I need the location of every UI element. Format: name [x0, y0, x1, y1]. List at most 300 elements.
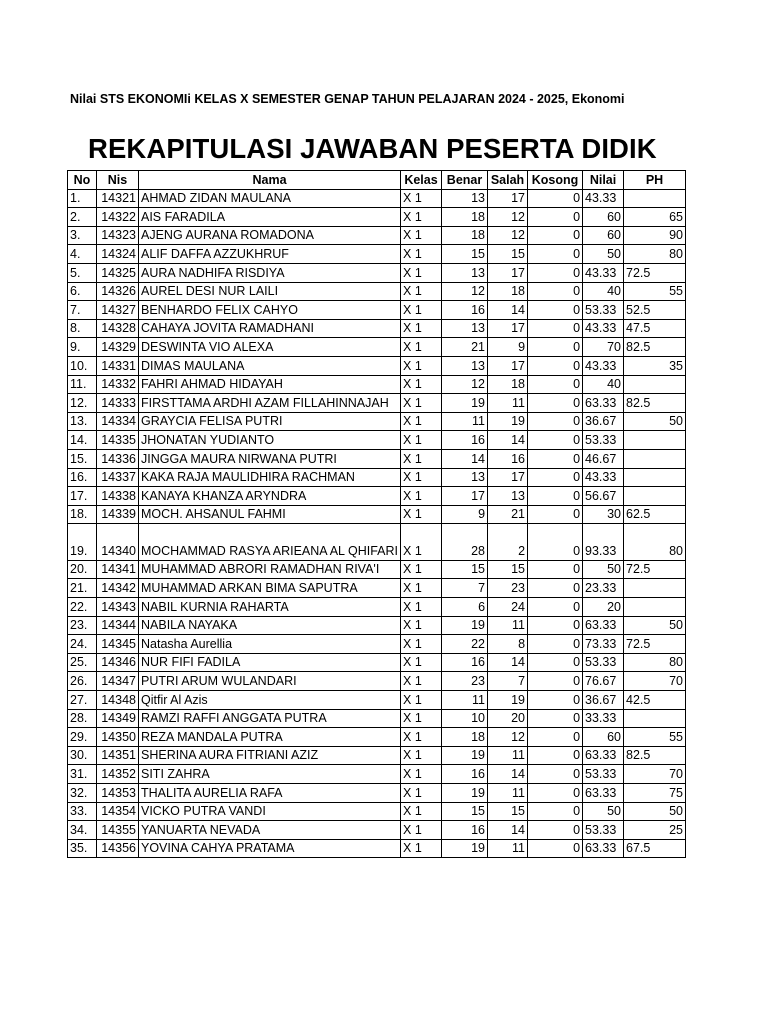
cell-nama: GRAYCIA FELISA PUTRI — [139, 412, 401, 431]
cell-salah: 12 — [488, 208, 528, 227]
cell-no: 32. — [68, 783, 97, 802]
cell-salah: 17 — [488, 356, 528, 375]
cell-nilai: 50 — [583, 245, 624, 264]
cell-nilai: 70 — [583, 338, 624, 357]
table-body — [68, 189, 686, 858]
cell-nama: MUHAMMAD ARKAN BIMA SAPUTRA — [139, 579, 401, 598]
cell-salah: 17 — [488, 319, 528, 338]
cell-no: 31. — [68, 765, 97, 784]
cell-salah: 17 — [488, 189, 528, 208]
cell-ph: 75 — [624, 783, 686, 802]
cell-no: 29. — [68, 728, 97, 747]
cell-kosong: 0 — [528, 783, 583, 802]
cell-salah: 19 — [488, 412, 528, 431]
cell-kelas: X 1 — [401, 616, 442, 635]
cell-benar: 22 — [442, 635, 488, 654]
cell-no: 13. — [68, 412, 97, 431]
table-row — [68, 226, 686, 245]
cell-kosong: 0 — [528, 431, 583, 450]
cell-benar: 19 — [442, 783, 488, 802]
table-row — [68, 690, 686, 709]
cell-salah: 21 — [488, 505, 528, 524]
cell-benar: 15 — [442, 802, 488, 821]
cell-nilai: 53.33 — [583, 821, 624, 840]
cell-no: 35. — [68, 839, 97, 858]
col-header-nis: Nis — [97, 171, 139, 190]
cell-no: 30. — [68, 746, 97, 765]
cell-kosong: 0 — [528, 839, 583, 858]
cell-nis: 14325 — [97, 263, 139, 282]
cell-salah: 24 — [488, 597, 528, 616]
cell-nama: THALITA AURELIA RAFA — [139, 783, 401, 802]
cell-kosong: 0 — [528, 356, 583, 375]
cell-nilai: 63.33 — [583, 616, 624, 635]
cell-benar: 9 — [442, 505, 488, 524]
cell-ph: 80 — [624, 653, 686, 672]
cell-kosong: 0 — [528, 468, 583, 487]
cell-kelas: X 1 — [401, 189, 442, 208]
cell-kosong: 0 — [528, 635, 583, 654]
cell-benar: 19 — [442, 616, 488, 635]
cell-kelas: X 1 — [401, 653, 442, 672]
cell-salah: 12 — [488, 728, 528, 747]
table-row — [68, 282, 686, 301]
cell-kosong: 0 — [528, 653, 583, 672]
cell-nama: AIS FARADILA — [139, 208, 401, 227]
cell-no: 17. — [68, 487, 97, 506]
cell-nis: 14340 — [97, 524, 139, 561]
cell-kosong: 0 — [528, 412, 583, 431]
cell-nis: 14353 — [97, 783, 139, 802]
cell-kosong: 0 — [528, 821, 583, 840]
table-row — [68, 245, 686, 264]
cell-salah: 11 — [488, 746, 528, 765]
col-header-kosong: Kosong — [528, 171, 583, 190]
cell-nis: 14333 — [97, 394, 139, 413]
cell-benar: 10 — [442, 709, 488, 728]
cell-nama: NABILA NAYAKA — [139, 616, 401, 635]
table-row — [68, 468, 686, 487]
cell-nis: 14339 — [97, 505, 139, 524]
cell-nama: AUREL DESI NUR LAILI — [139, 282, 401, 301]
cell-nilai: 63.33 — [583, 746, 624, 765]
cell-nama: DIMAS MAULANA — [139, 356, 401, 375]
cell-benar: 18 — [442, 208, 488, 227]
cell-nilai: 73.33 — [583, 635, 624, 654]
cell-kelas: X 1 — [401, 821, 442, 840]
cell-nama: MOCHAMMAD RASYA ARIEANA AL QHIFARI — [139, 524, 401, 561]
cell-kosong: 0 — [528, 208, 583, 227]
cell-nis: 14354 — [97, 802, 139, 821]
table-row — [68, 375, 686, 394]
cell-nilai: 60 — [583, 728, 624, 747]
cell-kosong: 0 — [528, 245, 583, 264]
table-row — [68, 802, 686, 821]
cell-nilai: 60 — [583, 208, 624, 227]
cell-nilai: 53.33 — [583, 431, 624, 450]
cell-no: 28. — [68, 709, 97, 728]
cell-nilai: 50 — [583, 560, 624, 579]
table-row — [68, 783, 686, 802]
cell-nama: NUR FIFI FADILA — [139, 653, 401, 672]
cell-ph: 72.5 — [624, 560, 686, 579]
table-row — [68, 765, 686, 784]
cell-kelas: X 1 — [401, 487, 442, 506]
cell-no: 9. — [68, 338, 97, 357]
cell-no: 8. — [68, 319, 97, 338]
cell-no: 12. — [68, 394, 97, 413]
cell-kelas: X 1 — [401, 319, 442, 338]
cell-salah: 13 — [488, 487, 528, 506]
table-row — [68, 728, 686, 747]
cell-nilai: 60 — [583, 226, 624, 245]
cell-nilai: 63.33 — [583, 783, 624, 802]
col-header-kelas: Kelas — [401, 171, 442, 190]
cell-no: 26. — [68, 672, 97, 691]
table-row — [68, 208, 686, 227]
cell-kosong: 0 — [528, 802, 583, 821]
cell-benar: 16 — [442, 765, 488, 784]
cell-salah: 2 — [488, 524, 528, 561]
cell-no: 7. — [68, 301, 97, 320]
cell-salah: 15 — [488, 802, 528, 821]
cell-nis: 14351 — [97, 746, 139, 765]
cell-nama: MUHAMMAD ABRORI RAMADHAN RIVA'I — [139, 560, 401, 579]
cell-nis: 14342 — [97, 579, 139, 598]
cell-kosong: 0 — [528, 616, 583, 635]
cell-ph: 50 — [624, 616, 686, 635]
cell-nis: 14328 — [97, 319, 139, 338]
cell-kelas: X 1 — [401, 412, 442, 431]
cell-no: 27. — [68, 690, 97, 709]
cell-ph: 55 — [624, 728, 686, 747]
cell-benar: 7 — [442, 579, 488, 598]
cell-kelas: X 1 — [401, 356, 442, 375]
cell-kelas: X 1 — [401, 746, 442, 765]
cell-kelas: X 1 — [401, 505, 442, 524]
cell-benar: 6 — [442, 597, 488, 616]
cell-nama: YOVINA CAHYA PRATAMA — [139, 839, 401, 858]
cell-salah: 11 — [488, 839, 528, 858]
cell-nama: Natasha Aurellia — [139, 635, 401, 654]
cell-ph: 35 — [624, 356, 686, 375]
cell-ph — [624, 487, 686, 506]
cell-kelas: X 1 — [401, 263, 442, 282]
table-row — [68, 505, 686, 524]
cell-nama: JHONATAN YUDIANTO — [139, 431, 401, 450]
cell-nis: 14348 — [97, 690, 139, 709]
cell-kosong: 0 — [528, 226, 583, 245]
table-row — [68, 263, 686, 282]
cell-nilai: 43.33 — [583, 356, 624, 375]
table-row — [68, 821, 686, 840]
cell-nama: SITI ZAHRA — [139, 765, 401, 784]
cell-kosong: 0 — [528, 728, 583, 747]
cell-nis: 14327 — [97, 301, 139, 320]
cell-nama: REZA MANDALA PUTRA — [139, 728, 401, 747]
cell-no: 21. — [68, 579, 97, 598]
cell-kosong: 0 — [528, 709, 583, 728]
cell-salah: 14 — [488, 653, 528, 672]
cell-nama: VICKO PUTRA VANDI — [139, 802, 401, 821]
cell-salah: 14 — [488, 301, 528, 320]
cell-benar: 19 — [442, 394, 488, 413]
cell-nilai: 40 — [583, 282, 624, 301]
cell-kelas: X 1 — [401, 728, 442, 747]
table-row — [68, 709, 686, 728]
cell-ph — [624, 709, 686, 728]
cell-salah: 8 — [488, 635, 528, 654]
cell-nis: 14336 — [97, 449, 139, 468]
cell-kosong: 0 — [528, 338, 583, 357]
cell-ph: 82.5 — [624, 338, 686, 357]
cell-kelas: X 1 — [401, 301, 442, 320]
cell-ph: 82.5 — [624, 746, 686, 765]
cell-nama: CAHAYA JOVITA RAMADHANI — [139, 319, 401, 338]
cell-ph: 80 — [624, 524, 686, 561]
cell-nis: 14346 — [97, 653, 139, 672]
cell-benar: 13 — [442, 468, 488, 487]
cell-kosong: 0 — [528, 319, 583, 338]
cell-ph: 52.5 — [624, 301, 686, 320]
cell-salah: 23 — [488, 579, 528, 598]
cell-kelas: X 1 — [401, 208, 442, 227]
cell-kelas: X 1 — [401, 690, 442, 709]
cell-kelas: X 1 — [401, 524, 442, 561]
table-row — [68, 431, 686, 450]
cell-benar: 12 — [442, 282, 488, 301]
cell-no: 4. — [68, 245, 97, 264]
cell-nama: ALIF DAFFA AZZUKHRUF — [139, 245, 401, 264]
cell-kosong: 0 — [528, 746, 583, 765]
cell-ph: 70 — [624, 672, 686, 691]
cell-nilai: 53.33 — [583, 653, 624, 672]
cell-benar: 17 — [442, 487, 488, 506]
table-row — [68, 672, 686, 691]
table-row — [68, 560, 686, 579]
cell-nama: KAKA RAJA MAULIDHIRA RACHMAN — [139, 468, 401, 487]
cell-nis: 14352 — [97, 765, 139, 784]
cell-nilai: 43.33 — [583, 319, 624, 338]
cell-benar: 19 — [442, 746, 488, 765]
cell-salah: 11 — [488, 783, 528, 802]
page-title: REKAPITULASI JAWABAN PESERTA DIDIK — [88, 133, 657, 164]
cell-ph — [624, 189, 686, 208]
cell-no: 1. — [68, 189, 97, 208]
table-row — [68, 653, 686, 672]
cell-nilai: 63.33 — [583, 394, 624, 413]
cell-benar: 16 — [442, 301, 488, 320]
cell-benar: 14 — [442, 449, 488, 468]
cell-kosong: 0 — [528, 394, 583, 413]
col-header-ph: PH — [624, 171, 686, 190]
score-table — [67, 170, 686, 858]
cell-nama: PUTRI ARUM WULANDARI — [139, 672, 401, 691]
cell-benar: 18 — [442, 728, 488, 747]
cell-no: 23. — [68, 616, 97, 635]
cell-kosong: 0 — [528, 690, 583, 709]
cell-benar: 18 — [442, 226, 488, 245]
cell-ph: 50 — [624, 412, 686, 431]
cell-benar: 12 — [442, 375, 488, 394]
cell-salah: 20 — [488, 709, 528, 728]
cell-salah: 15 — [488, 245, 528, 264]
cell-no: 6. — [68, 282, 97, 301]
cell-ph — [624, 431, 686, 450]
cell-no: 3. — [68, 226, 97, 245]
cell-ph — [624, 597, 686, 616]
cell-salah: 14 — [488, 765, 528, 784]
table-row — [68, 524, 686, 561]
cell-kosong: 0 — [528, 560, 583, 579]
cell-nis: 14345 — [97, 635, 139, 654]
cell-nilai: 46.67 — [583, 449, 624, 468]
cell-no: 33. — [68, 802, 97, 821]
col-header-benar: Benar — [442, 171, 488, 190]
cell-nama: AHMAD ZIDAN MAULANA — [139, 189, 401, 208]
cell-benar: 16 — [442, 653, 488, 672]
cell-no: 14. — [68, 431, 97, 450]
cell-no: 16. — [68, 468, 97, 487]
table-row — [68, 189, 686, 208]
cell-kelas: X 1 — [401, 709, 442, 728]
cell-nis: 14326 — [97, 282, 139, 301]
cell-ph — [624, 468, 686, 487]
cell-nama: RAMZI RAFFI ANGGATA PUTRA — [139, 709, 401, 728]
cell-nama: SHERINA AURA FITRIANI AZIZ — [139, 746, 401, 765]
cell-salah: 18 — [488, 282, 528, 301]
table-row — [68, 319, 686, 338]
cell-benar: 16 — [442, 821, 488, 840]
col-header-salah: Salah — [488, 171, 528, 190]
cell-ph: 80 — [624, 245, 686, 264]
cell-ph: 65 — [624, 208, 686, 227]
cell-nilai: 23.33 — [583, 579, 624, 598]
cell-nis: 14343 — [97, 597, 139, 616]
cell-benar: 11 — [442, 690, 488, 709]
table-row — [68, 356, 686, 375]
cell-benar: 23 — [442, 672, 488, 691]
cell-ph: 50 — [624, 802, 686, 821]
cell-ph: 25 — [624, 821, 686, 840]
cell-nama: YANUARTA NEVADA — [139, 821, 401, 840]
cell-salah: 11 — [488, 394, 528, 413]
cell-benar: 16 — [442, 431, 488, 450]
cell-kelas: X 1 — [401, 802, 442, 821]
cell-nilai: 43.33 — [583, 263, 624, 282]
table-row — [68, 338, 686, 357]
cell-kelas: X 1 — [401, 338, 442, 357]
cell-ph: 82.5 — [624, 394, 686, 413]
cell-kelas: X 1 — [401, 560, 442, 579]
cell-kosong: 0 — [528, 189, 583, 208]
cell-nis: 14322 — [97, 208, 139, 227]
cell-salah: 11 — [488, 616, 528, 635]
cell-nilai: 43.33 — [583, 189, 624, 208]
cell-ph: 55 — [624, 282, 686, 301]
col-header-no: No — [68, 171, 97, 190]
cell-salah: 12 — [488, 226, 528, 245]
cell-kosong: 0 — [528, 672, 583, 691]
cell-kosong: 0 — [528, 524, 583, 561]
cell-nis: 14356 — [97, 839, 139, 858]
cell-ph: 42.5 — [624, 690, 686, 709]
cell-no: 10. — [68, 356, 97, 375]
cell-nilai: 20 — [583, 597, 624, 616]
cell-no: 20. — [68, 560, 97, 579]
cell-no: 11. — [68, 375, 97, 394]
cell-nis: 14344 — [97, 616, 139, 635]
cell-salah: 9 — [488, 338, 528, 357]
cell-salah: 18 — [488, 375, 528, 394]
cell-salah: 14 — [488, 821, 528, 840]
table-row — [68, 616, 686, 635]
cell-ph: 72.5 — [624, 635, 686, 654]
cell-nilai: 63.33 — [583, 839, 624, 858]
cell-nis: 14323 — [97, 226, 139, 245]
cell-ph: 62.5 — [624, 505, 686, 524]
cell-no: 5. — [68, 263, 97, 282]
table-row — [68, 635, 686, 654]
cell-kosong: 0 — [528, 597, 583, 616]
table-row — [68, 449, 686, 468]
cell-no: 2. — [68, 208, 97, 227]
col-header-nilai: Nilai — [583, 171, 624, 190]
cell-ph: 90 — [624, 226, 686, 245]
cell-nama: KANAYA KHANZA ARYNDRA — [139, 487, 401, 506]
cell-nilai: 56.67 — [583, 487, 624, 506]
cell-kosong: 0 — [528, 301, 583, 320]
cell-benar: 13 — [442, 189, 488, 208]
cell-nis: 14335 — [97, 431, 139, 450]
cell-ph — [624, 375, 686, 394]
cell-ph: 72.5 — [624, 263, 686, 282]
table-row — [68, 839, 686, 858]
cell-nama: FAHRI AHMAD HIDAYAH — [139, 375, 401, 394]
cell-nilai: 33.33 — [583, 709, 624, 728]
cell-nis: 14341 — [97, 560, 139, 579]
cell-benar: 11 — [442, 412, 488, 431]
cell-kelas: X 1 — [401, 672, 442, 691]
cell-no: 19. — [68, 524, 97, 561]
cell-kosong: 0 — [528, 579, 583, 598]
cell-no: 22. — [68, 597, 97, 616]
cell-salah: 17 — [488, 263, 528, 282]
cell-salah: 17 — [488, 468, 528, 487]
cell-nama: BENHARDO FELIX CAHYO — [139, 301, 401, 320]
cell-ph: 67.5 — [624, 839, 686, 858]
cell-nilai: 40 — [583, 375, 624, 394]
cell-ph: 47.5 — [624, 319, 686, 338]
cell-benar: 13 — [442, 356, 488, 375]
cell-nama: AJENG AURANA ROMADONA — [139, 226, 401, 245]
cell-kelas: X 1 — [401, 765, 442, 784]
cell-nama: FIRSTTAMA ARDHI AZAM FILLAHINNAJAH — [139, 394, 401, 413]
cell-kelas: X 1 — [401, 431, 442, 450]
cell-nilai: 76.67 — [583, 672, 624, 691]
cell-no: 15. — [68, 449, 97, 468]
cell-kelas: X 1 — [401, 394, 442, 413]
cell-nis: 14347 — [97, 672, 139, 691]
table-header-row — [68, 171, 686, 190]
cell-kelas: X 1 — [401, 783, 442, 802]
cell-benar: 28 — [442, 524, 488, 561]
table-row — [68, 412, 686, 431]
cell-nilai: 53.33 — [583, 765, 624, 784]
cell-kelas: X 1 — [401, 282, 442, 301]
cell-kelas: X 1 — [401, 579, 442, 598]
table-row — [68, 301, 686, 320]
